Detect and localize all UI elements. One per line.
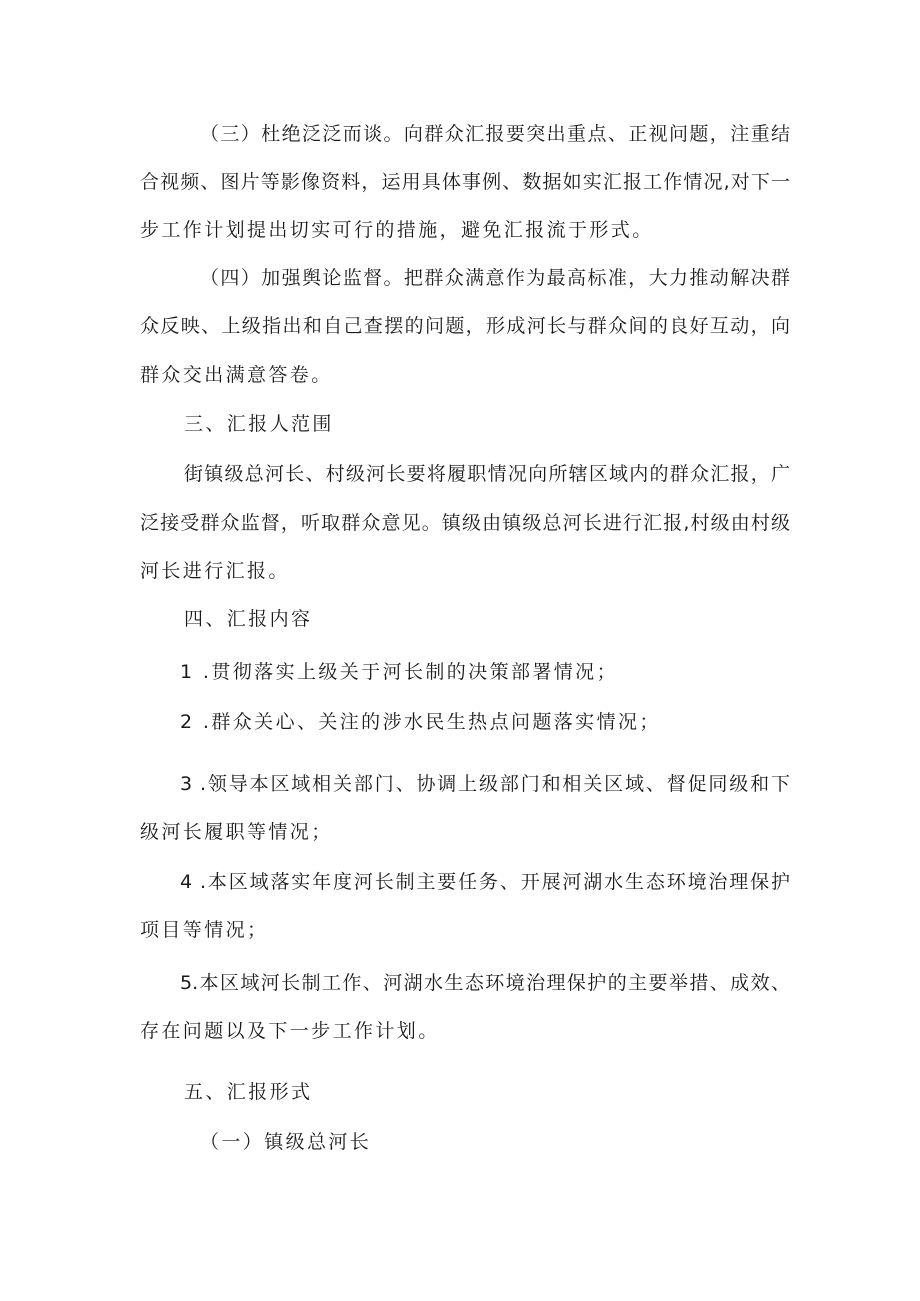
content-item-4-line-2: 项目等情况；	[140, 919, 269, 941]
scope-paragraph-line-3: 河长进行汇报。	[140, 560, 290, 582]
content-item-1: 1 .贯彻落实上级关于河长制的决策部署情况；	[180, 661, 618, 683]
section-heading-3: 三、汇报人范围	[184, 413, 334, 435]
content-item-5-line-2: 存在问题以及下一步工作计划。	[140, 1020, 440, 1042]
content-item-5-line-1: 5.本区域河长制工作、河湖水生态环境治理保护的主要举措、成效、	[180, 972, 790, 994]
content-item-4-line-1: 4 .本区域落实年度河长制主要任务、开展河湖水生态环境治理保护	[180, 871, 790, 893]
content-item-3-line-2: 级河长履职等情况；	[140, 821, 333, 843]
paragraph-3-line-3: 步工作计划提出切实可行的措施，避免汇报流于形式。	[140, 219, 654, 241]
scope-paragraph-line-2: 泛接受群众监督，听取群众意见。镇级由镇级总河长进行汇报,村级由村级	[140, 512, 790, 534]
paragraph-4-line-3: 群众交出满意答卷。	[140, 364, 333, 386]
scope-paragraph-line-1: 街镇级总河长、村级河长要将履职情况向所辖区域内的群众汇报，广	[184, 463, 790, 485]
paragraph-4-line-1: （四）加强舆论监督。把群众满意作为最高标准，大力推动解决群	[200, 267, 790, 289]
content-item-3-line-1: 3 .领导本区域相关部门、协调上级部门和相关区域、督促同级和下	[180, 773, 790, 795]
section-heading-4: 四、汇报内容	[184, 608, 313, 630]
paragraph-4-line-2: 众反映、上级指出和自己查摆的问题，形成河长与群众间的良好互动，向	[140, 315, 790, 337]
subsection-heading-1: （一）镇级总河长	[200, 1131, 372, 1153]
paragraph-3-line-1: （三）杜绝泛泛而谈。向群众汇报要突出重点、正视问题，注重结	[200, 123, 790, 145]
paragraph-3-line-2: 合视频、图片等影像资料，运用具体事例、数据如实汇报工作情况,对下一	[140, 171, 790, 193]
content-item-2: 2 .群众关心、关注的涉水民生热点问题落实情况；	[180, 711, 661, 733]
section-heading-5: 五、汇报形式	[184, 1081, 313, 1103]
